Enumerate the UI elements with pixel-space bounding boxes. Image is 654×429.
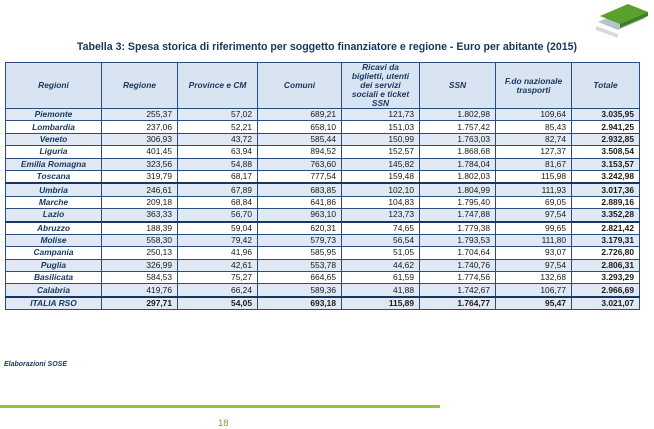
region-name: Abruzzo <box>6 222 102 235</box>
table-cell: 82,74 <box>496 133 572 145</box>
table-cell: 42,61 <box>178 259 258 271</box>
total-cell: 2.966,69 <box>572 284 640 297</box>
table-cell: 297,71 <box>102 297 178 310</box>
table-cell: 963,10 <box>258 209 342 222</box>
total-cell: 3.352,28 <box>572 209 640 222</box>
table-cell: 152,57 <box>342 146 420 158</box>
table-cell: 151,03 <box>342 121 420 133</box>
table-cell: 763,60 <box>258 158 342 170</box>
table-cell: 585,44 <box>258 133 342 145</box>
table-cell: 67,89 <box>178 183 258 196</box>
table-cell: 63,94 <box>178 146 258 158</box>
table-cell: 641,86 <box>258 196 342 208</box>
table-cell: 246,61 <box>102 183 178 196</box>
region-name: Veneto <box>6 133 102 145</box>
region-name: Puglia <box>6 259 102 271</box>
table-row <box>6 259 640 271</box>
table-row <box>6 222 640 235</box>
table-cell: 99,65 <box>496 222 572 235</box>
table-row <box>6 209 640 222</box>
total-cell: 3.242,98 <box>572 170 640 183</box>
table-cell: 1.802,03 <box>420 170 496 183</box>
table-cell: 693,18 <box>258 297 342 310</box>
table-row <box>6 109 640 121</box>
table-cell: 1.795,40 <box>420 196 496 208</box>
table-cell: 145,82 <box>342 158 420 170</box>
table-cell: 553,78 <box>258 259 342 271</box>
table-row <box>6 247 640 259</box>
table-cell: 1.764,77 <box>420 297 496 310</box>
table-cell: 323,56 <box>102 158 178 170</box>
region-name: Basilicata <box>6 272 102 284</box>
table-cell: 1.868,68 <box>420 146 496 158</box>
table-cell: 57,02 <box>178 109 258 121</box>
table-cell: 54,05 <box>178 297 258 310</box>
table-cell: 54,88 <box>178 158 258 170</box>
table-cell: 419,76 <box>102 284 178 297</box>
table-cell: 658,10 <box>258 121 342 133</box>
table-cell: 102,10 <box>342 183 420 196</box>
table-row <box>6 170 640 183</box>
table-cell: 97,54 <box>496 209 572 222</box>
table-cell: 1.804,99 <box>420 183 496 196</box>
region-name: ITALIA RSO <box>6 297 102 310</box>
column-header: Province e CM <box>178 63 258 109</box>
table-cell: 111,93 <box>496 183 572 196</box>
table-cell: 1.740,76 <box>420 259 496 271</box>
column-header: Ricavi da biglietti, utenti dei servizi sociali e ticket SSN <box>342 63 420 109</box>
table-row <box>6 121 640 133</box>
table-cell: 69,05 <box>496 196 572 208</box>
table-cell: 52,21 <box>178 121 258 133</box>
region-name: Toscana <box>6 170 102 183</box>
table-cell: 115,98 <box>496 170 572 183</box>
region-name: Lombardia <box>6 121 102 133</box>
table-cell: 93,07 <box>496 247 572 259</box>
total-cell: 2.889,16 <box>572 196 640 208</box>
total-cell: 2.726,80 <box>572 247 640 259</box>
table-cell: 95,47 <box>496 297 572 310</box>
region-name: Marche <box>6 196 102 208</box>
table-cell: 79,42 <box>178 234 258 246</box>
total-cell: 3.293,29 <box>572 272 640 284</box>
table-cell: 81,67 <box>496 158 572 170</box>
region-name: Liguria <box>6 146 102 158</box>
table-row <box>6 284 640 297</box>
table-cell: 1.774,56 <box>420 272 496 284</box>
table-cell: 41,88 <box>342 284 420 297</box>
table-cell: 250,13 <box>102 247 178 259</box>
column-header: Regioni <box>6 63 102 109</box>
table-cell: 894,52 <box>258 146 342 158</box>
column-header: SSN <box>420 63 496 109</box>
table-cell: 1.742,67 <box>420 284 496 297</box>
total-cell: 3.017,36 <box>572 183 640 196</box>
table-cell: 41,96 <box>178 247 258 259</box>
table-cell: 66,24 <box>178 284 258 297</box>
table-cell: 109,64 <box>496 109 572 121</box>
table-row <box>6 272 640 284</box>
table-cell: 255,37 <box>102 109 178 121</box>
table-cell: 123,73 <box>342 209 420 222</box>
table-row <box>6 158 640 170</box>
source-note: Elaborazioni SOSE <box>4 361 68 368</box>
table-cell: 115,89 <box>342 297 420 310</box>
table-cell: 558,30 <box>102 234 178 246</box>
region-name: Emilia Romagna <box>6 158 102 170</box>
total-cell: 2.932,85 <box>572 133 640 145</box>
table-cell: 68,17 <box>178 170 258 183</box>
table-cell: 319,79 <box>102 170 178 183</box>
table-body <box>6 109 640 310</box>
table-row <box>6 183 640 196</box>
table-cell: 620,31 <box>258 222 342 235</box>
table-row <box>6 297 640 310</box>
table-cell: 1.704,64 <box>420 247 496 259</box>
table-cell: 237,06 <box>102 121 178 133</box>
table-cell: 1.802,98 <box>420 109 496 121</box>
logo-icon <box>592 2 650 38</box>
table-cell: 689,21 <box>258 109 342 121</box>
table-cell: 401,45 <box>102 146 178 158</box>
table-cell: 44,62 <box>342 259 420 271</box>
total-cell: 3.035,95 <box>572 109 640 121</box>
region-name: Umbria <box>6 183 102 196</box>
table-cell: 1.779,38 <box>420 222 496 235</box>
region-name: Lazio <box>6 209 102 222</box>
table-cell: 1.747,88 <box>420 209 496 222</box>
table-cell: 326,99 <box>102 259 178 271</box>
table-cell: 579,73 <box>258 234 342 246</box>
table-cell: 1.757,42 <box>420 121 496 133</box>
table-cell: 75,27 <box>178 272 258 284</box>
table-cell: 56,54 <box>342 234 420 246</box>
column-header: F.do nazionale trasporti <box>496 63 572 109</box>
page-number: 18 <box>218 418 229 429</box>
table-cell: 104,83 <box>342 196 420 208</box>
table-cell: 584,53 <box>102 272 178 284</box>
region-name: Calabria <box>6 284 102 297</box>
table-cell: 188,39 <box>102 222 178 235</box>
total-cell: 3.153,57 <box>572 158 640 170</box>
table-row <box>6 234 640 246</box>
table-title: Tabella 3: Spesa storica di riferimento per soggetto finanziatore e regione - Euro per abitante (2015) <box>76 41 578 53</box>
table-cell: 1.793,53 <box>420 234 496 246</box>
table-cell: 106,77 <box>496 284 572 297</box>
total-cell: 3.508,54 <box>572 146 640 158</box>
table-cell: 1.763,03 <box>420 133 496 145</box>
column-header: Regione <box>102 63 178 109</box>
table-cell: 68,84 <box>178 196 258 208</box>
total-cell: 3.179,31 <box>572 234 640 246</box>
table-cell: 132,68 <box>496 272 572 284</box>
table-cell: 74,65 <box>342 222 420 235</box>
region-name: Molise <box>6 234 102 246</box>
total-cell: 3.021,07 <box>572 297 640 310</box>
table-cell: 59,04 <box>178 222 258 235</box>
table-cell: 97,54 <box>496 259 572 271</box>
table-cell: 121,73 <box>342 109 420 121</box>
footer-divider <box>0 405 440 408</box>
region-name: Piemonte <box>6 109 102 121</box>
column-header: Totale <box>572 63 640 109</box>
table-cell: 127,37 <box>496 146 572 158</box>
table-cell: 306,93 <box>102 133 178 145</box>
table-cell: 1.784,04 <box>420 158 496 170</box>
table-row <box>6 133 640 145</box>
table-cell: 159,48 <box>342 170 420 183</box>
table-cell: 61,59 <box>342 272 420 284</box>
table-cell: 777,54 <box>258 170 342 183</box>
table-cell: 51,05 <box>342 247 420 259</box>
table-cell: 85,43 <box>496 121 572 133</box>
total-cell: 2.941,25 <box>572 121 640 133</box>
table-cell: 209,18 <box>102 196 178 208</box>
table-cell: 150,99 <box>342 133 420 145</box>
region-name: Campania <box>6 247 102 259</box>
table-row <box>6 196 640 208</box>
table-cell: 363,33 <box>102 209 178 222</box>
total-cell: 2.806,31 <box>572 259 640 271</box>
column-header: Comuni <box>258 63 342 109</box>
table-row <box>6 146 640 158</box>
table-cell: 111,80 <box>496 234 572 246</box>
spending-table <box>5 62 640 310</box>
table-cell: 664,65 <box>258 272 342 284</box>
table-cell: 56,70 <box>178 209 258 222</box>
table-cell: 589,36 <box>258 284 342 297</box>
total-cell: 2.821,42 <box>572 222 640 235</box>
table-cell: 683,85 <box>258 183 342 196</box>
table-cell: 43,72 <box>178 133 258 145</box>
table-header-row <box>6 63 640 109</box>
table-cell: 585,95 <box>258 247 342 259</box>
